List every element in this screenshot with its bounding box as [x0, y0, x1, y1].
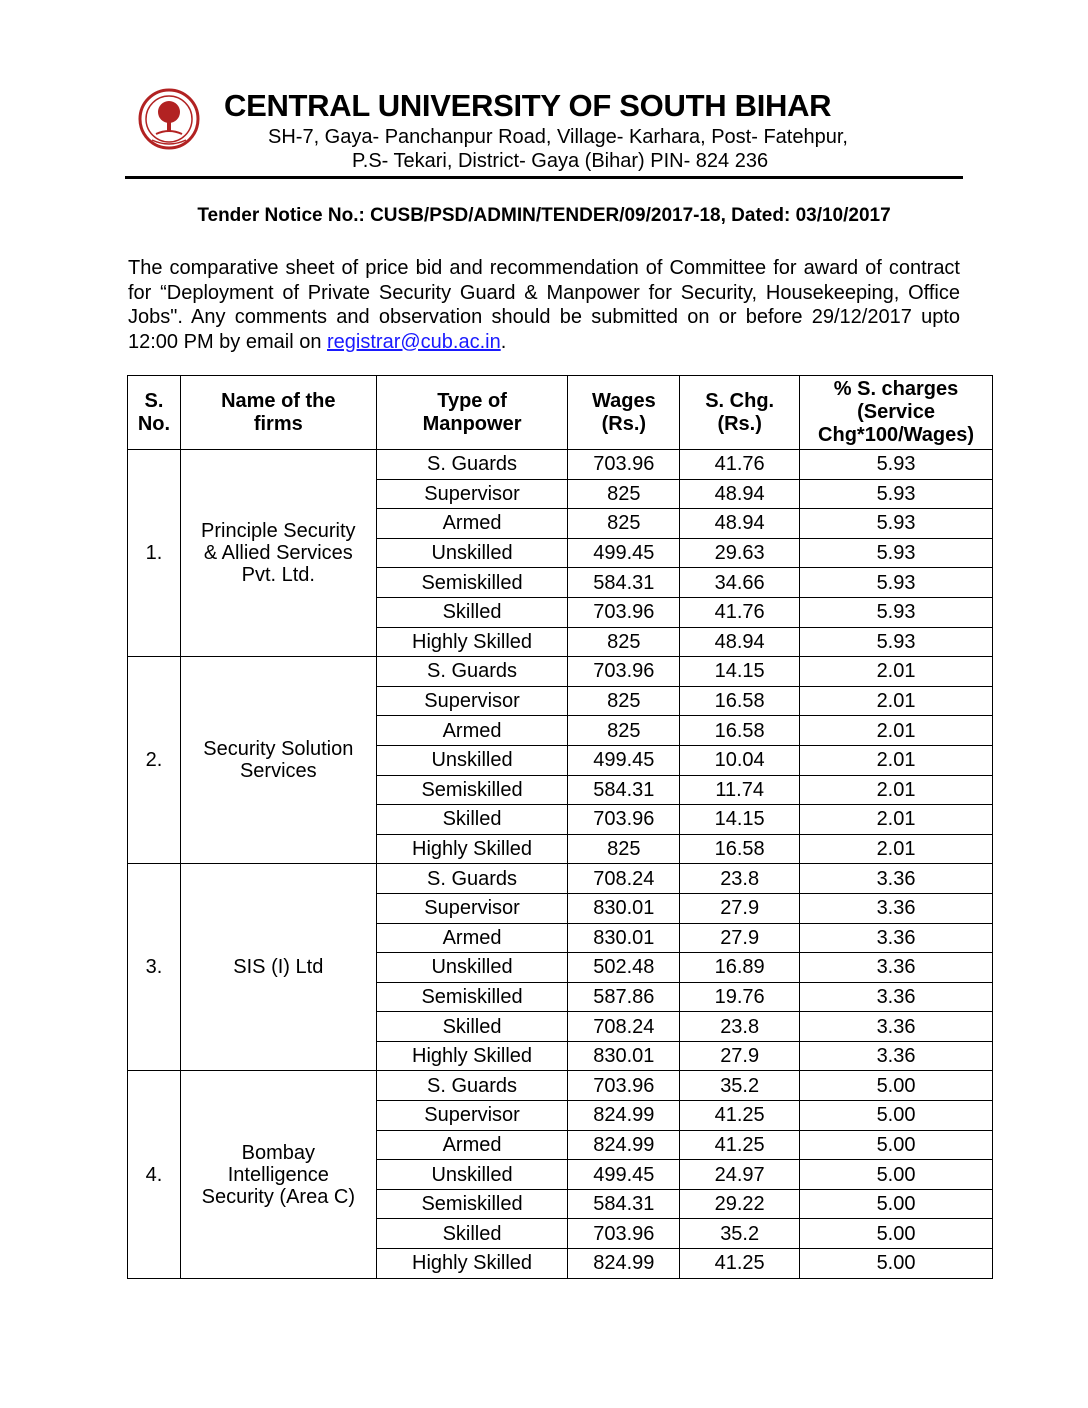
wages-cell: 825: [568, 686, 680, 716]
manpower-type-cell: Unskilled: [376, 953, 568, 983]
firm-name-line: Security (Area C): [201, 1185, 355, 1208]
manpower-type-cell: Unskilled: [376, 1160, 568, 1190]
percent-charge-cell: 5.93: [800, 597, 993, 627]
service-charge-cell: 10.04: [680, 745, 800, 775]
percent-charge-cell: 5.93: [800, 568, 993, 598]
service-charge-cell: 16.58: [680, 834, 800, 864]
firm-name-line: Security Solution: [203, 738, 354, 761]
percent-charge-cell: 2.01: [800, 834, 993, 864]
header-firm: Name of the firms: [180, 376, 376, 450]
service-charge-cell: 41.25: [680, 1130, 800, 1160]
manpower-type-cell: Unskilled: [376, 745, 568, 775]
wages-cell: 703.96: [568, 805, 680, 835]
service-charge-cell: 24.97: [680, 1160, 800, 1190]
percent-charge-cell: 3.36: [800, 953, 993, 983]
percent-charge-cell: 2.01: [800, 716, 993, 746]
service-charge-cell: 14.15: [680, 805, 800, 835]
wages-cell: 499.45: [568, 745, 680, 775]
address-line-2: P.S- Tekari, District- Gaya (Bihar) PIN- 824 236: [352, 150, 769, 172]
wages-cell: 825: [568, 479, 680, 509]
manpower-type-cell: S. Guards: [376, 657, 568, 687]
service-charge-cell: 27.9: [680, 923, 800, 953]
header-service-charge: S. Chg. (Rs.): [680, 376, 800, 450]
manpower-type-cell: Semiskilled: [376, 775, 568, 805]
service-charge-cell: 41.25: [680, 1101, 800, 1131]
percent-charge-cell: 3.36: [800, 893, 993, 923]
wages-cell: 708.24: [568, 1012, 680, 1042]
service-charge-cell: 48.94: [680, 627, 800, 657]
serial-number-cell: 2.: [128, 657, 181, 864]
percent-charge-cell: 5.00: [800, 1189, 993, 1219]
notice-body-text: The comparative sheet of price bid and recommendation of Committee for award of contract for “Deployment of Private Security Guard & Manpower for Security, Housekeeping, Office Jobs". Any comments and observation should be submitted on or before 29/12/2017 upto 12:00 PM by email on: [128, 257, 960, 353]
service-charge-cell: 16.89: [680, 953, 800, 983]
manpower-type-cell: S. Guards: [376, 864, 568, 894]
percent-charge-cell: 5.00: [800, 1219, 993, 1249]
header-divider: [125, 176, 963, 179]
table-row: [128, 657, 993, 687]
manpower-type-cell: S. Guards: [376, 450, 568, 480]
firm-name-line: Bombay: [241, 1141, 315, 1164]
wages-cell: 824.99: [568, 1130, 680, 1160]
wages-cell: 830.01: [568, 1041, 680, 1071]
firm-name-cell: [180, 1071, 376, 1278]
wages-cell: 824.99: [568, 1101, 680, 1131]
percent-charge-cell: 2.01: [800, 805, 993, 835]
manpower-type-cell: Highly Skilled: [376, 1041, 568, 1071]
manpower-type-cell: Supervisor: [376, 686, 568, 716]
wages-cell: 703.96: [568, 597, 680, 627]
wages-cell: 584.31: [568, 568, 680, 598]
percent-charge-cell: 3.36: [800, 1041, 993, 1071]
percent-charge-cell: 2.01: [800, 657, 993, 687]
manpower-type-cell: Skilled: [376, 1219, 568, 1249]
percent-charge-cell: 3.36: [800, 1012, 993, 1042]
manpower-type-cell: Skilled: [376, 805, 568, 835]
service-charge-cell: 11.74: [680, 775, 800, 805]
firm-name-cell: [180, 657, 376, 864]
header-percent-charges: % S. charges (Service Chg*100/Wages): [800, 376, 993, 450]
percent-charge-cell: 5.00: [800, 1101, 993, 1131]
service-charge-cell: 23.8: [680, 1012, 800, 1042]
university-seal-icon: [138, 88, 200, 150]
serial-number-cell: 1.: [128, 450, 181, 657]
firm-name-line: SIS (I) Ltd: [233, 956, 324, 979]
percent-charge-cell: 5.93: [800, 509, 993, 539]
firm-name-line: Pvt. Ltd.: [241, 564, 315, 587]
manpower-type-cell: Highly Skilled: [376, 627, 568, 657]
service-charge-cell: 35.2: [680, 1071, 800, 1101]
table-row: [128, 450, 993, 480]
service-charge-cell: 16.58: [680, 716, 800, 746]
manpower-type-cell: Armed: [376, 716, 568, 746]
wages-cell: 830.01: [568, 893, 680, 923]
percent-charge-cell: 5.93: [800, 479, 993, 509]
serial-number-cell: 4.: [128, 1071, 181, 1278]
tender-notice-title: Tender Notice No.: CUSB/PSD/ADMIN/TENDER/09/2017-18, Dated: 03/10/2017: [197, 205, 891, 226]
percent-charge-cell: 5.93: [800, 627, 993, 657]
service-charge-cell: 16.58: [680, 686, 800, 716]
wages-cell: 584.31: [568, 1189, 680, 1219]
notice-paragraph: [128, 256, 960, 354]
manpower-type-cell: Highly Skilled: [376, 1249, 568, 1279]
manpower-type-cell: Armed: [376, 509, 568, 539]
table-row: [128, 864, 993, 894]
firm-name-line: Intelligence: [227, 1163, 329, 1186]
service-charge-cell: 14.15: [680, 657, 800, 687]
percent-charge-cell: 5.93: [800, 538, 993, 568]
percent-charge-cell: 5.00: [800, 1071, 993, 1101]
percent-charge-cell: 3.36: [800, 923, 993, 953]
manpower-type-cell: Semiskilled: [376, 982, 568, 1012]
service-charge-cell: 29.22: [680, 1189, 800, 1219]
manpower-type-cell: Supervisor: [376, 893, 568, 923]
firm-name-line: Principle Security: [201, 520, 356, 543]
wages-cell: 830.01: [568, 923, 680, 953]
wages-cell: 703.96: [568, 450, 680, 480]
percent-charge-cell: 5.00: [800, 1130, 993, 1160]
table-body: [128, 450, 993, 1279]
wages-cell: 825: [568, 716, 680, 746]
wages-cell: 703.96: [568, 1219, 680, 1249]
comparative-sheet-table: [127, 375, 993, 1279]
service-charge-cell: 35.2: [680, 1219, 800, 1249]
manpower-type-cell: Semiskilled: [376, 568, 568, 598]
wages-cell: 825: [568, 509, 680, 539]
manpower-type-cell: Armed: [376, 923, 568, 953]
service-charge-cell: 19.76: [680, 982, 800, 1012]
wages-cell: 708.24: [568, 864, 680, 894]
notice-body-end: .: [500, 330, 507, 353]
manpower-type-cell: S. Guards: [376, 1071, 568, 1101]
firm-name-cell: [180, 450, 376, 657]
wages-cell: 825: [568, 834, 680, 864]
serial-number-cell: 3.: [128, 864, 181, 1071]
percent-charge-cell: 5.93: [800, 450, 993, 480]
header-sno: S. No.: [128, 376, 181, 450]
percent-charge-cell: 5.00: [800, 1160, 993, 1190]
wages-cell: 703.96: [568, 657, 680, 687]
percent-charge-cell: 3.36: [800, 982, 993, 1012]
service-charge-cell: 27.9: [680, 893, 800, 923]
wages-cell: 584.31: [568, 775, 680, 805]
manpower-type-cell: Highly Skilled: [376, 834, 568, 864]
header-type: Type of Manpower: [376, 376, 568, 450]
service-charge-cell: 29.63: [680, 538, 800, 568]
manpower-type-cell: Unskilled: [376, 538, 568, 568]
manpower-type-cell: Supervisor: [376, 479, 568, 509]
wages-cell: 824.99: [568, 1249, 680, 1279]
university-name: CENTRAL UNIVERSITY OF SOUTH BIHAR: [224, 88, 832, 123]
wages-cell: 502.48: [568, 953, 680, 983]
firm-name-line: Services: [239, 760, 317, 783]
manpower-type-cell: Skilled: [376, 1012, 568, 1042]
table-header-row: [128, 376, 993, 450]
percent-charge-cell: 2.01: [800, 775, 993, 805]
wages-cell: 499.45: [568, 1160, 680, 1190]
manpower-type-cell: Semiskilled: [376, 1189, 568, 1219]
service-charge-cell: 27.9: [680, 1041, 800, 1071]
percent-charge-cell: 2.01: [800, 686, 993, 716]
service-charge-cell: 41.25: [680, 1249, 800, 1279]
service-charge-cell: 34.66: [680, 568, 800, 598]
manpower-type-cell: Supervisor: [376, 1101, 568, 1131]
service-charge-cell: 48.94: [680, 479, 800, 509]
service-charge-cell: 41.76: [680, 450, 800, 480]
service-charge-cell: 23.8: [680, 864, 800, 894]
wages-cell: 703.96: [568, 1071, 680, 1101]
wages-cell: 499.45: [568, 538, 680, 568]
address-line-1: SH-7, Gaya- Panchanpur Road, Village- Karhara, Post- Fatehpur,: [268, 126, 848, 148]
wages-cell: 825: [568, 627, 680, 657]
wages-cell: 587.86: [568, 982, 680, 1012]
percent-charge-cell: 5.00: [800, 1249, 993, 1279]
firm-name-line: & Allied Services: [203, 542, 353, 565]
table-row: [128, 1071, 993, 1101]
percent-charge-cell: 3.36: [800, 864, 993, 894]
service-charge-cell: 41.76: [680, 597, 800, 627]
firm-name-cell: [180, 864, 376, 1071]
percent-charge-cell: 2.01: [800, 745, 993, 775]
service-charge-cell: 48.94: [680, 509, 800, 539]
manpower-type-cell: Skilled: [376, 597, 568, 627]
header-wages: Wages (Rs.): [568, 376, 680, 450]
manpower-type-cell: Armed: [376, 1130, 568, 1160]
email-link[interactable]: registrar@cub.ac.in: [327, 330, 501, 353]
